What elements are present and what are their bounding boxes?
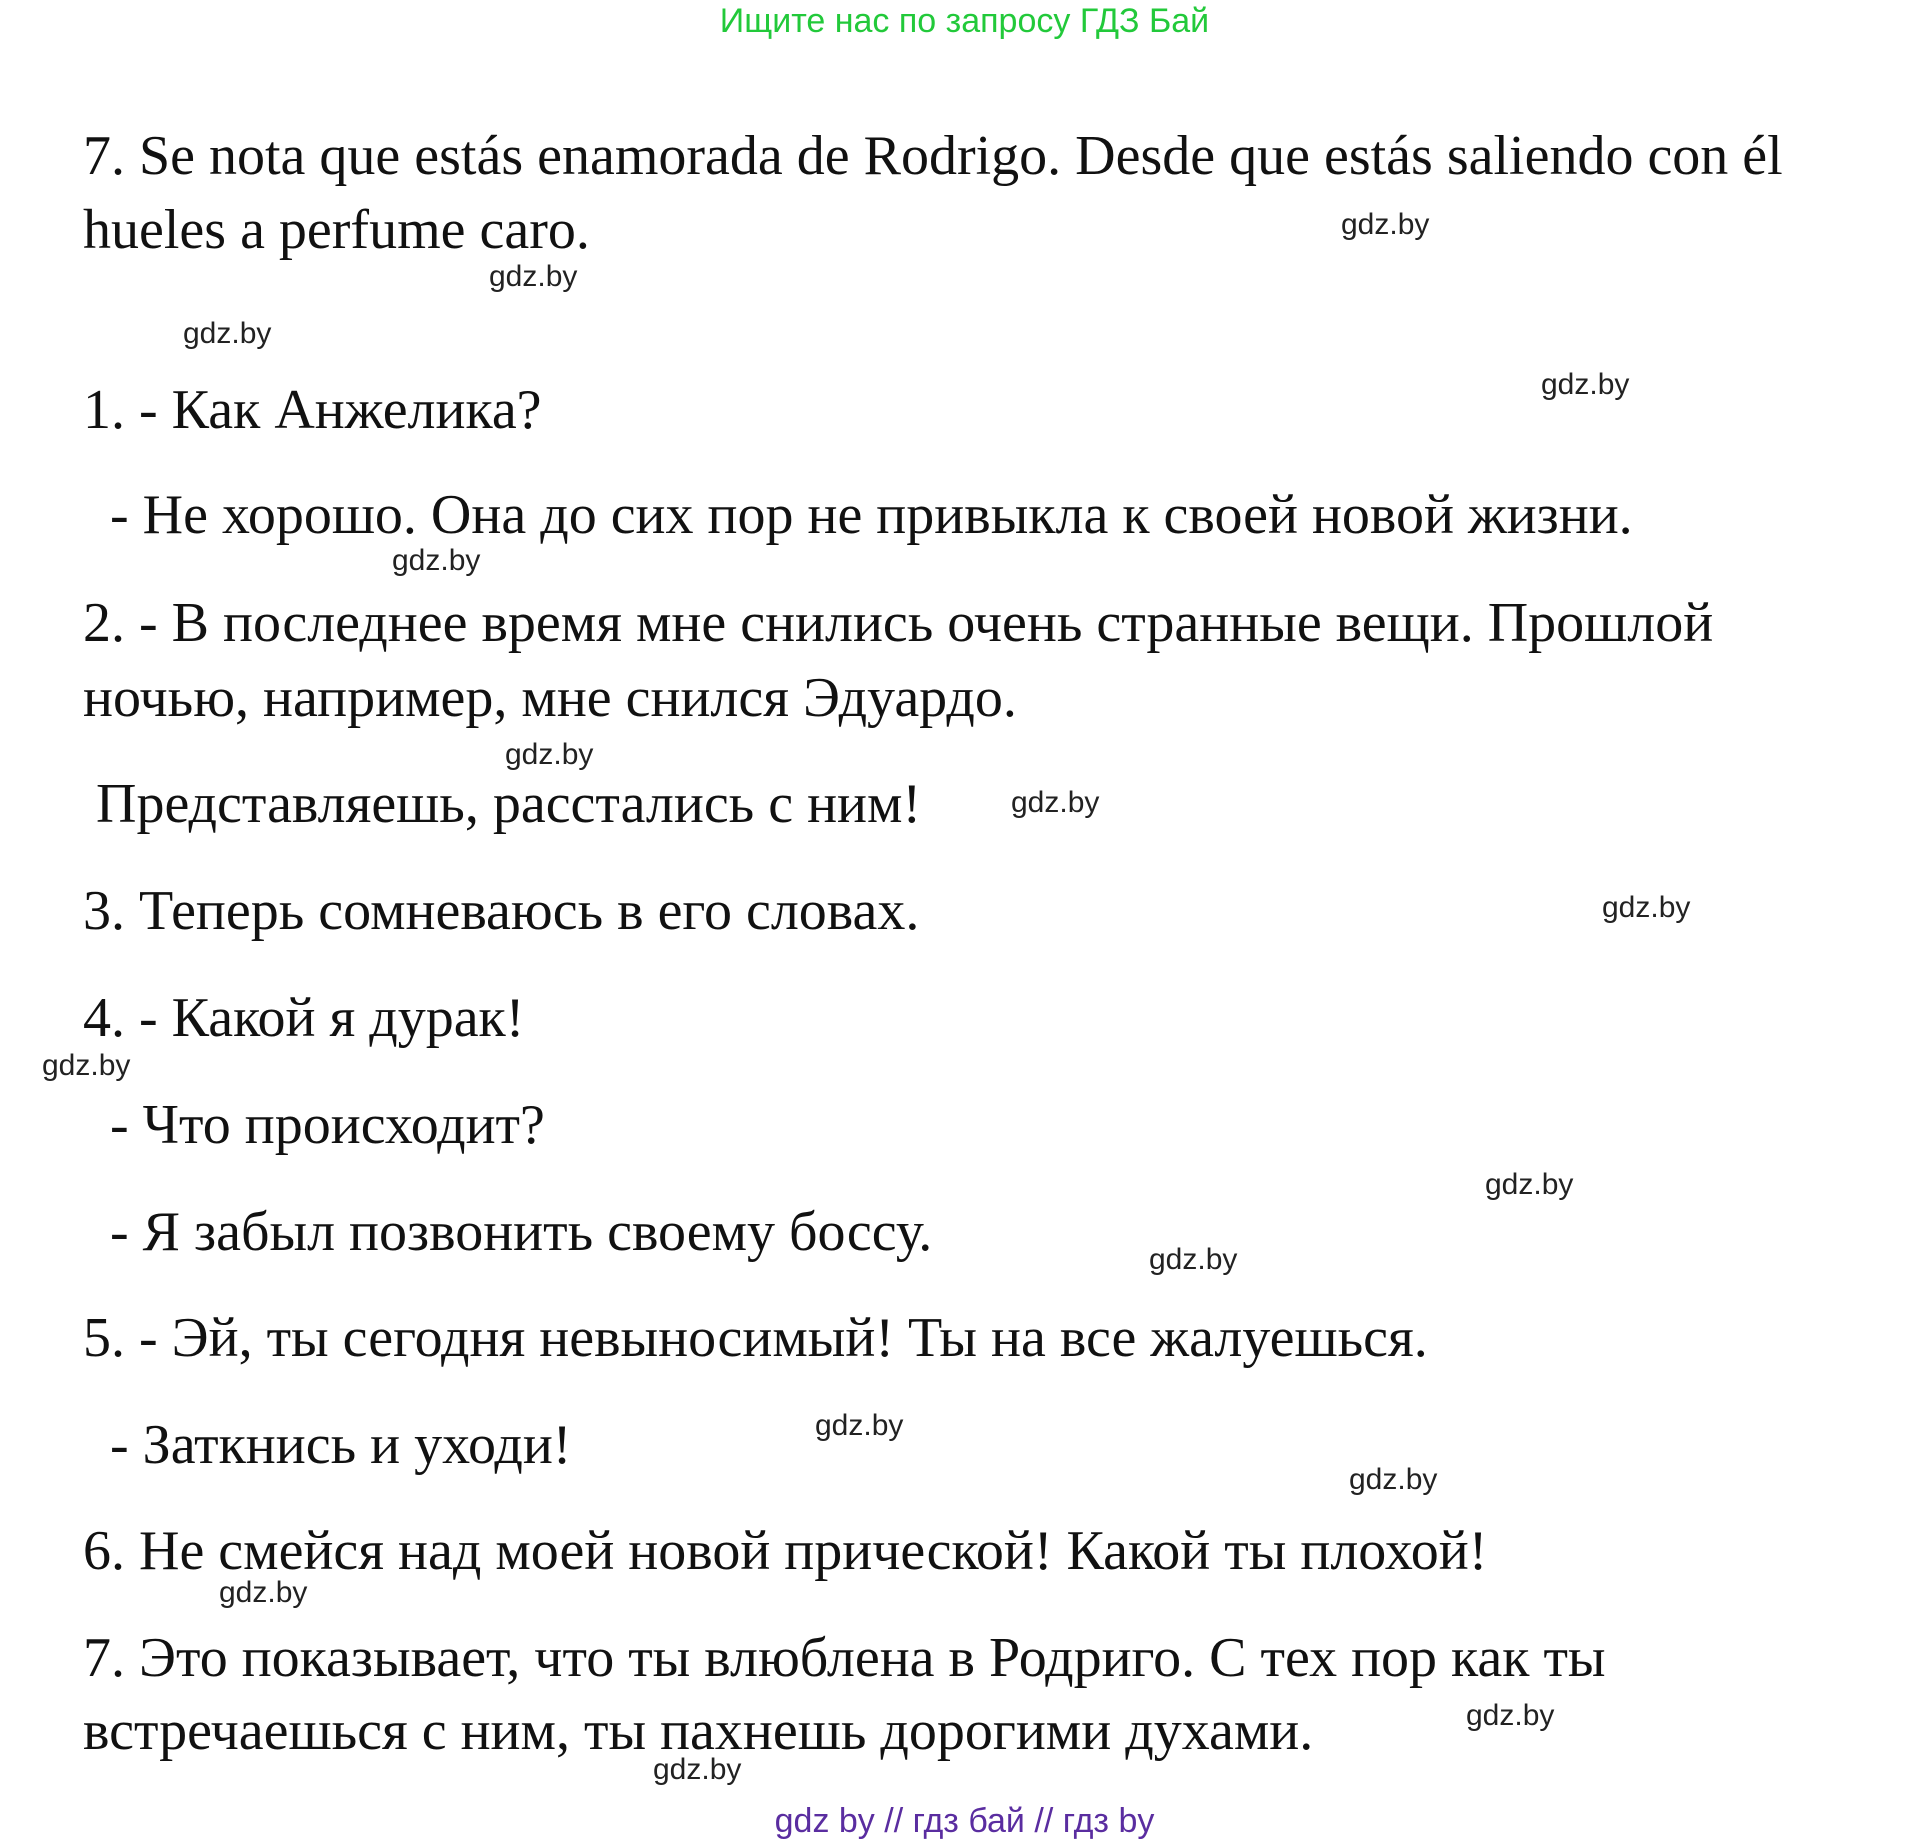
watermark: gdz.by <box>392 544 481 577</box>
watermark: gdz.by <box>1149 1243 1238 1276</box>
text-line-9: 4. - Какой я дурак! <box>83 987 525 1049</box>
text-line-14: 6. Не смейся над моей новой прической! Какой ты плохой! <box>83 1520 1488 1582</box>
watermark: gdz.by <box>1349 1463 1438 1496</box>
text-line-15: 7. Это показывает, что ты влюблена в Родриго. С тех пор как ты <box>83 1627 1606 1689</box>
watermark: gdz.by <box>183 317 272 350</box>
watermark: gdz.by <box>1341 208 1430 241</box>
text-line-5: 2. - В последнее время мне снились очень странные вещи. Прошлой <box>83 592 1714 654</box>
text-line-1: 7. Se nota que estás enamorada de Rodrigo. Desde que estás saliendo con él <box>83 125 1783 187</box>
watermark: gdz.by <box>1602 891 1691 924</box>
watermark: gdz.by <box>1541 368 1630 401</box>
watermark: gdz.by <box>42 1049 131 1082</box>
text-line-16: встречаешься с ним, ты пахнешь дорогими духами. <box>83 1700 1314 1762</box>
watermark: gdz.by <box>815 1409 904 1442</box>
text-line-12: 5. - Эй, ты сегодня невыносимый! Ты на все жалуешься. <box>83 1307 1428 1369</box>
watermark: gdz.by <box>1011 786 1100 819</box>
text-line-2: hueles a perfume caro. <box>83 199 590 261</box>
text-line-8: 3. Теперь сомневаюсь в его словах. <box>83 880 920 942</box>
text-line-3: 1. - Как Анжелика? <box>83 379 542 441</box>
text-line-6: ночью, например, мне снился Эдуардо. <box>83 667 1017 729</box>
watermark: gdz.by <box>1485 1168 1574 1201</box>
text-line-7: Представляешь, расстались с ним! <box>96 773 922 835</box>
text-line-11: - Я забыл позвонить своему боссу. <box>110 1201 933 1263</box>
watermark: gdz.by <box>219 1576 308 1609</box>
header-search-hint[interactable]: Ищите нас по запросу ГДЗ Бай <box>719 2 1210 40</box>
watermark: gdz.by <box>489 260 578 293</box>
watermark: gdz.by <box>1466 1699 1555 1732</box>
text-line-4: - Не хорошо. Она до сих пор не привыкла к своей новой жизни. <box>110 484 1633 546</box>
watermark: gdz.by <box>653 1753 742 1786</box>
text-line-13: - Заткнись и уходи! <box>110 1414 572 1476</box>
watermark: gdz.by <box>505 738 594 771</box>
footer-site-links[interactable]: gdz by // гдз бай // гдз by <box>774 1802 1155 1840</box>
text-line-10: - Что происходит? <box>110 1094 545 1156</box>
